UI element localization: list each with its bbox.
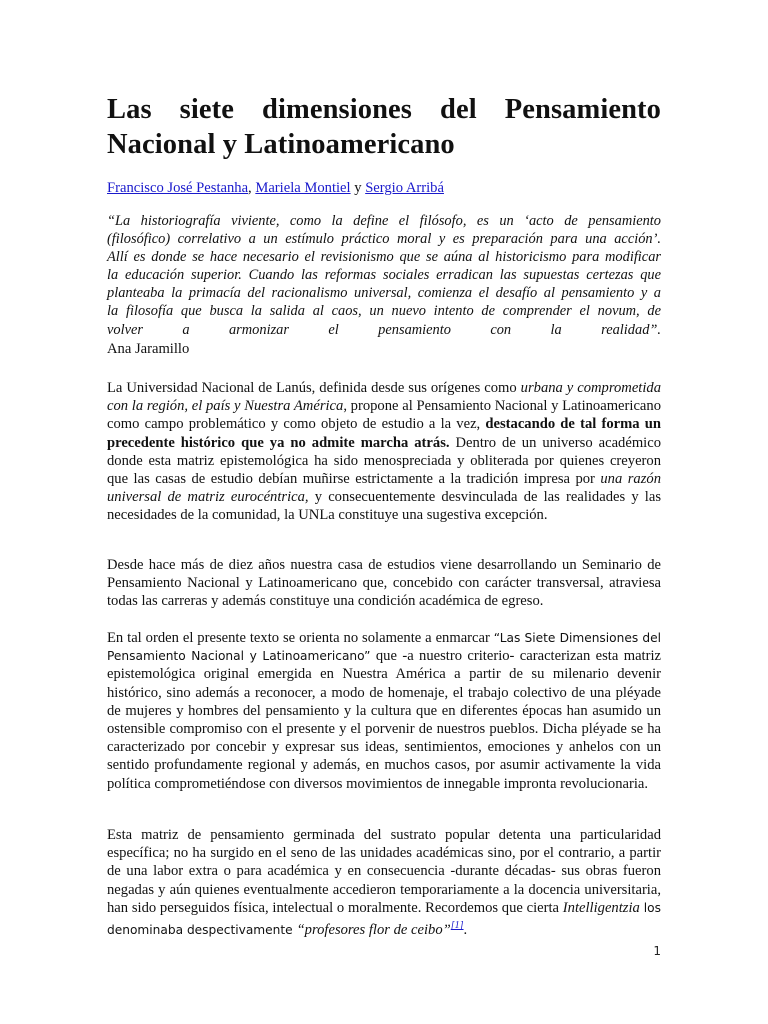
epigraph-line: la filosofía que busca la salida al caos, un nuevo intento de comprender el novum, de [107, 303, 661, 320]
italic-run: Intelligentzia [562, 899, 640, 916]
epigraph-line: volver a armonizar el pensamiento con la realidad”. [107, 321, 661, 338]
text-run: que -a nuestro criterio- caracterizan esta matriz epistemológica original emergida en Nuestra América a partir de su milenario devenir histórico, sino además a reconocer, a modo de homenaje, el trabajo colectivo de una pléyade de mujeres y hombres del pensamiento y la cultura que en diferentes épocas han asumido un ostensible compromiso con el presente y el porvenir de nuestros pueblos. Dicha pléyade se ha caracterizado por concebir y expresar sus ideas, sentimientos, emociones y anhelos con un sentido profundamente regional y además, en muchos casos, por asumir activamente la vida política comprometiéndose con diversos movimientos de innegable impronta revolucionaria. [107, 648, 661, 792]
paragraph-1 [107, 379, 661, 525]
epigraph-line: planteaba la primacía del racionalismo universal, comienza el desafío al pensamiento y a [107, 285, 661, 302]
author-list [107, 179, 661, 198]
text-run: La Universidad Nacional de Lanús, definida desde sus orígenes como [107, 380, 521, 396]
quoted-title: “Las Siete Dimensiones del Pensamiento Nacional y Latinoamericano” [107, 631, 661, 664]
text-run: En tal orden el presente texto se orienta no solamente a enmarcar [107, 630, 494, 646]
paragraph-3 [107, 629, 661, 793]
author-link-pestanha[interactable]: Francisco José Pestanha [107, 180, 249, 196]
text-run: Dentro de un universo académico donde esta matriz epistemológica ha sido menospreciada y obliterada por quienes creyeron que las casas de estudio debían muñirse estrictamente a la tradición impresa por [107, 434, 661, 488]
bold-run: destacando de tal forma un precedente histórico que ya no admite marcha atrás. [107, 416, 661, 451]
text-run: y consecuentemente desvinculada de las realidades y las necesidades de la comunidad, la UNLa constituye una sugestiva excepción. [107, 489, 662, 524]
paragraph-4 [107, 826, 661, 939]
paragraph-2: Desde hace más de diez años nuestra casa de estudios viene desarrollando un Seminario de Pensamiento Nacional y Latinoamericano que, concebido con carácter transversal, atraviesa todas las carreras y además constituye una condición académica de egreso. [107, 557, 661, 610]
epigraph-line: la educación superior. Cuando las reformas sociales erradican las supuestas certezas que [107, 267, 661, 284]
page-number: 1 [653, 944, 661, 958]
epigraph [107, 212, 661, 339]
document-title: Las siete dimensiones del Pensamiento Nacional y Latinoamericano [107, 94, 661, 160]
italic-run: urbana y comprometida con la región, el país y Nuestra América [107, 380, 662, 415]
author-separator: , [248, 180, 256, 196]
text-run: . [463, 921, 468, 938]
footnote-link[interactable]: [1] [450, 920, 464, 932]
author-link-montiel[interactable]: Mariela Montiel [255, 180, 351, 196]
text-run: Esta matriz de pensamiento germinada del sustrato popular detenta una particularidad específica; no ha surgido en el seno de las unidades académicas sino, por el contrario, a partir de una labor extra o para académica y en consecuencia -durante décadas- sus obras fueron negadas y aún quienes eventualmente accedieron temporariamente a la docencia universitaria, han sido perseguidos física, intelectual o moralmente. Recordemos que cierta [107, 827, 661, 916]
author-link-arriba[interactable]: Sergio Arribá [365, 180, 444, 196]
epigraph-line: (filosófico) correlativo a un estímulo práctico moral y es preparación para una acción’. [107, 231, 661, 248]
epigraph-attribution: Ana Jaramillo [107, 341, 190, 357]
text-run: los denominaba despectivamente [107, 900, 661, 937]
italic-run: una razón universal de matriz eurocéntrica, [107, 471, 661, 506]
epigraph-line: “La historiografía viviente, como la define el filósofo, es un ‘acto de pensamiento [107, 213, 661, 229]
epigraph-line: Allí es donde se hace necesario el revisionismo que se aúna al historicismo para modificar [107, 249, 661, 266]
text-run: , propone al Pensamiento Nacional y Latinoamericano como campo problemático y como objeto de estudio a la vez, [107, 398, 661, 433]
italic-quote: “profesores flor de ceibo” [296, 921, 451, 938]
author-separator: y [350, 180, 366, 196]
